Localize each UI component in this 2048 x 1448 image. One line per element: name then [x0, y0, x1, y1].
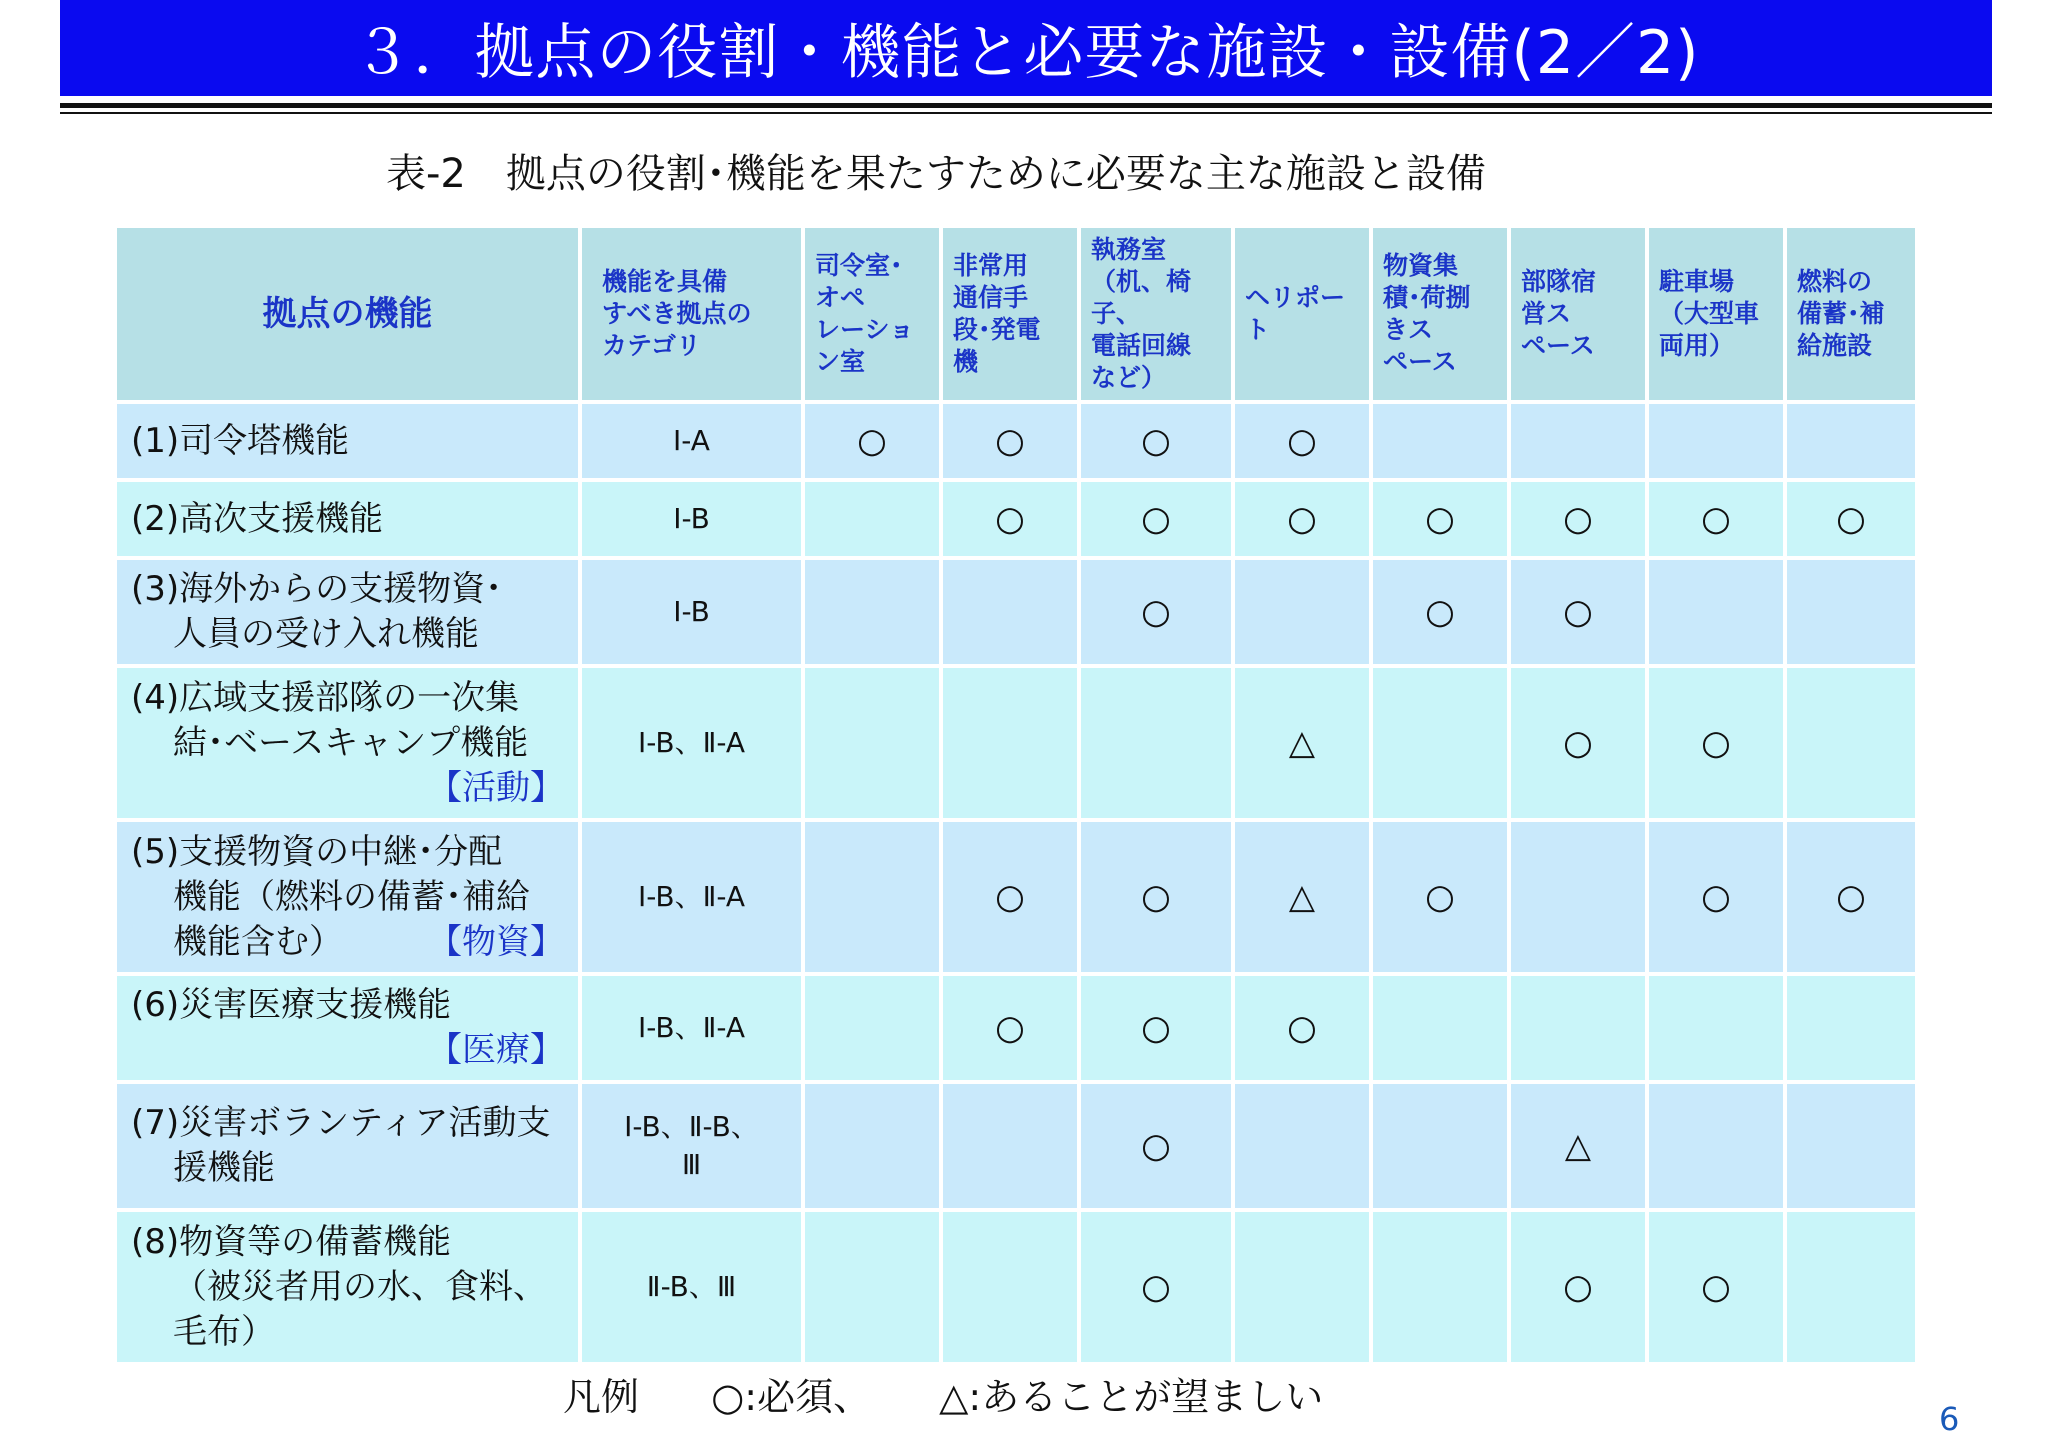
legend-desirable: △:あることが望ましい	[939, 1375, 1324, 1419]
row-category	[580, 820, 803, 974]
row-category	[580, 666, 803, 820]
row-mark: ○	[941, 820, 1079, 974]
row-function	[115, 558, 580, 666]
row-mark	[1509, 820, 1647, 974]
row-function-line-text: 機能含む）	[173, 921, 343, 962]
row-mark	[1785, 1082, 1917, 1210]
row-mark	[1509, 974, 1647, 1082]
row-mark: ○	[1233, 402, 1371, 480]
row-category-line: Ⅰ-B、Ⅱ-B、	[624, 1110, 759, 1143]
row-mark: ○	[1647, 1210, 1785, 1364]
row-function-line: (8)物資等の備蓄機能	[131, 1221, 452, 1262]
row-mark	[1785, 974, 1917, 1082]
table-row	[115, 402, 1917, 480]
row-mark	[1371, 974, 1509, 1082]
row-function-line: （被災者用の水、食料、	[173, 1266, 547, 1307]
row-mark	[941, 1210, 1079, 1364]
row-mark	[1371, 1082, 1509, 1210]
row-function	[115, 480, 580, 558]
row-function-line: 機能（燃料の備蓄･補給	[173, 876, 530, 917]
row-category-line: Ⅰ-B、Ⅱ-A	[638, 880, 745, 913]
legend	[563, 1366, 1323, 1421]
row-mark	[1371, 666, 1509, 820]
row-mark	[1647, 402, 1785, 480]
row-function-line: 毛布）	[173, 1311, 275, 1352]
row-mark: ○	[1647, 480, 1785, 558]
row-mark	[941, 666, 1079, 820]
row-function-line: 人員の受け入れ機能	[173, 614, 479, 654]
row-mark	[803, 1210, 941, 1364]
row-function-line: 結･ベースキャンプ機能	[173, 722, 529, 763]
row-mark	[1785, 666, 1917, 820]
slide-title-bar	[60, 0, 1992, 96]
row-function-line: (7)災害ボランティア活動支	[131, 1103, 551, 1143]
row-function-line: 援機能	[173, 1148, 275, 1188]
row-mark: ○	[1079, 1082, 1233, 1210]
row-mark	[1233, 1210, 1371, 1364]
table-row	[115, 480, 1917, 558]
title-rule-thick	[60, 103, 1992, 108]
row-function-tag: 【医療】	[428, 1030, 564, 1070]
row-mark: ○	[1509, 558, 1647, 666]
row-mark: △	[1233, 666, 1371, 820]
row-mark: ○	[1509, 666, 1647, 820]
row-mark	[803, 480, 941, 558]
table-row	[115, 820, 1917, 974]
row-mark: ○	[1079, 480, 1233, 558]
row-function-line: (6)災害医療支援機能	[131, 985, 452, 1025]
row-function	[115, 666, 580, 820]
header-parking: 駐車場 （大型車 両用）	[1647, 226, 1785, 402]
row-mark: ○	[1079, 402, 1233, 480]
row-category	[580, 1082, 803, 1210]
row-mark	[803, 666, 941, 820]
row-category-line: Ⅰ-A	[673, 424, 710, 457]
row-mark: ○	[1785, 480, 1917, 558]
row-mark: ○	[1647, 820, 1785, 974]
row-mark	[1647, 1082, 1785, 1210]
slide-title: ３．拠点の役割・機能と必要な施設・設備(2／2)	[352, 18, 1700, 88]
header-heliport: ヘリポー ト	[1233, 226, 1371, 402]
row-category	[580, 1210, 803, 1364]
row-function-line: (5)支援物資の中継･分配	[131, 831, 503, 872]
row-mark: ○	[1371, 480, 1509, 558]
row-mark	[1509, 402, 1647, 480]
row-mark: ○	[1233, 974, 1371, 1082]
row-mark	[1079, 666, 1233, 820]
row-mark: ○	[1233, 480, 1371, 558]
row-mark: ○	[1079, 1210, 1233, 1364]
row-category	[580, 402, 803, 480]
row-mark	[1647, 558, 1785, 666]
row-mark: ○	[1079, 820, 1233, 974]
table-caption: 表-2 拠点の役割･機能を果たすために必要な主な施設と設備	[386, 151, 1486, 197]
row-category	[580, 974, 803, 1082]
table-header-row	[115, 226, 1917, 402]
row-category-line: Ⅱ-B、Ⅲ	[646, 1270, 737, 1303]
table-row	[115, 1210, 1917, 1364]
row-function-tag: 【物資】	[428, 921, 564, 962]
header-fuel: 燃料の 備蓄･補 給施設	[1785, 226, 1917, 402]
row-mark	[1785, 402, 1917, 480]
header-office-room: 執務室 （机、椅子、 電話回線 など）	[1079, 226, 1233, 402]
row-category-line: Ⅰ-B	[673, 595, 710, 628]
table-row	[115, 558, 1917, 666]
row-category	[580, 558, 803, 666]
table-row	[115, 1082, 1917, 1210]
row-function-tag: 【活動】	[428, 767, 564, 808]
header-command-room: 司令室･ オペ レーショ ン室	[803, 226, 941, 402]
title-rule-thin	[60, 112, 1992, 114]
row-mark: ○	[941, 974, 1079, 1082]
row-function-line: (2)高次支援機能	[131, 498, 384, 539]
facilities-table	[113, 224, 1919, 1366]
row-mark	[1233, 1082, 1371, 1210]
row-mark	[941, 558, 1079, 666]
row-function	[115, 974, 580, 1082]
row-function-line	[131, 920, 564, 965]
row-mark	[1647, 974, 1785, 1082]
legend-label: 凡例	[563, 1375, 640, 1419]
row-mark: △	[1233, 820, 1371, 974]
row-category-line: Ⅰ-B	[673, 502, 710, 535]
row-function-line: (4)広域支援部隊の一次集	[131, 677, 520, 718]
header-category: 機能を具備 すべき拠点の カテゴリ	[580, 226, 803, 402]
header-supply-space: 物資集 積･荷捌 きス ペース	[1371, 226, 1509, 402]
row-mark	[1371, 1210, 1509, 1364]
row-mark: ○	[1371, 558, 1509, 666]
row-mark: ○	[1079, 974, 1233, 1082]
row-mark: ○	[1785, 820, 1917, 974]
table-row	[115, 666, 1917, 820]
row-mark: ○	[941, 402, 1079, 480]
row-mark	[1233, 558, 1371, 666]
row-mark	[803, 1082, 941, 1210]
header-camp-space: 部隊宿 営ス ペース	[1509, 226, 1647, 402]
row-category-line: Ⅰ-B、Ⅱ-A	[638, 726, 745, 759]
row-category-line: Ⅰ-B、Ⅱ-A	[638, 1011, 745, 1044]
row-mark	[941, 1082, 1079, 1210]
row-mark	[1785, 558, 1917, 666]
row-mark	[803, 558, 941, 666]
row-mark: ○	[803, 402, 941, 480]
row-mark	[803, 820, 941, 974]
page-number: 6	[1939, 1400, 1960, 1438]
row-mark: ○	[1371, 820, 1509, 974]
row-mark: ○	[1079, 558, 1233, 666]
row-mark	[1371, 402, 1509, 480]
legend-required: ○:必須、	[711, 1375, 872, 1419]
row-category	[580, 480, 803, 558]
row-function	[115, 1082, 580, 1210]
row-function	[115, 402, 580, 480]
header-function: 拠点の機能	[115, 226, 580, 402]
row-mark: ○	[941, 480, 1079, 558]
row-category-line: Ⅲ	[681, 1148, 702, 1181]
row-mark	[1785, 1210, 1917, 1364]
header-emergency-comms: 非常用 通信手 段･発電 機	[941, 226, 1079, 402]
row-function	[115, 820, 580, 974]
row-mark	[803, 974, 941, 1082]
row-function-line: (1)司令塔機能	[131, 420, 350, 461]
row-mark: ○	[1509, 480, 1647, 558]
row-function	[115, 1210, 580, 1364]
row-function-line: (3)海外からの支援物資･	[131, 569, 503, 609]
row-mark: ○	[1509, 1210, 1647, 1364]
table-row	[115, 974, 1917, 1082]
row-mark: ○	[1647, 666, 1785, 820]
row-mark: △	[1509, 1082, 1647, 1210]
